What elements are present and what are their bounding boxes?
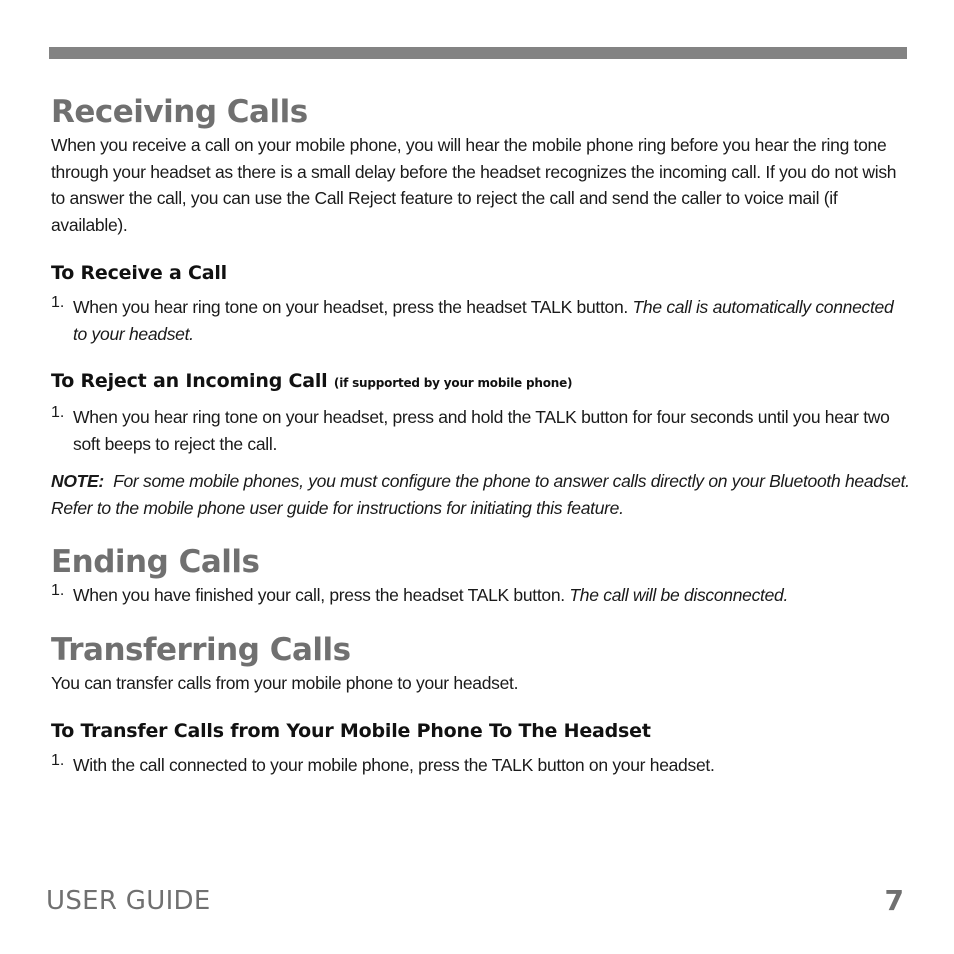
heading-to-transfer-calls: To Transfer Calls from Your Mobile Phone To The Headset bbox=[51, 720, 651, 742]
heading-ending-calls: Ending Calls bbox=[51, 544, 260, 580]
step-number: 1. bbox=[51, 294, 65, 311]
transfer-call-step bbox=[51, 752, 911, 779]
receive-call-step bbox=[51, 294, 911, 347]
heading-to-reject-a-call bbox=[51, 368, 911, 396]
page-content bbox=[51, 92, 911, 779]
ending-call-step bbox=[51, 582, 911, 609]
note-label: NOTE: bbox=[51, 471, 104, 491]
receiving-calls-body: When you receive a call on your mobile phone, you will hear the mobile phone ring before you hear the ring tone through your headset as there is a small delay before the headset recognizes the incoming call. If you do not wish to answer the call, you can use the Call Reject feature to reject the call and send the caller to voice mail (if available). bbox=[51, 135, 897, 235]
footer-page-number: 7 bbox=[884, 884, 904, 917]
heading-receiving-calls: Receiving Calls bbox=[51, 94, 308, 130]
reject-call-step bbox=[51, 404, 911, 457]
step-text: When you hear ring tone on your headset, press the headset TALK button. bbox=[73, 297, 628, 317]
heading-to-receive-a-call: To Receive a Call bbox=[51, 262, 227, 284]
step-text: When you hear ring tone on your headset, press and hold the TALK button for four seconds until you hear two soft beeps to reject the call. bbox=[73, 407, 890, 454]
footer-user-guide-label: USER GUIDE bbox=[46, 886, 211, 916]
transferring-calls-body: You can transfer calls from your mobile phone to your headset. bbox=[51, 672, 519, 693]
step-result-italic: The call will be disconnected. bbox=[569, 585, 789, 605]
step-number: 1. bbox=[51, 582, 65, 599]
heading-transferring-calls: Transferring Calls bbox=[51, 631, 351, 668]
step-number: 1. bbox=[51, 404, 65, 421]
reject-heading-text: To Reject an Incoming Call bbox=[51, 370, 328, 392]
step-number: 1. bbox=[51, 752, 65, 769]
top-rule bbox=[49, 47, 907, 59]
reject-heading-note: (if supported by your mobile phone) bbox=[333, 376, 573, 390]
note-text: For some mobile phones, you must configure the phone to answer calls directly on your Bluetooth headset. Refer to the mobile phone user guide for instructions for initiating this feature. bbox=[51, 471, 910, 518]
step-text: When you have finished your call, press the headset TALK button. bbox=[73, 585, 565, 605]
note-paragraph bbox=[51, 468, 911, 521]
step-result-italic: The call is automatically connected to your headset. bbox=[73, 297, 894, 344]
step-text: With the call connected to your mobile phone, press the TALK button on your headset. bbox=[73, 755, 715, 775]
